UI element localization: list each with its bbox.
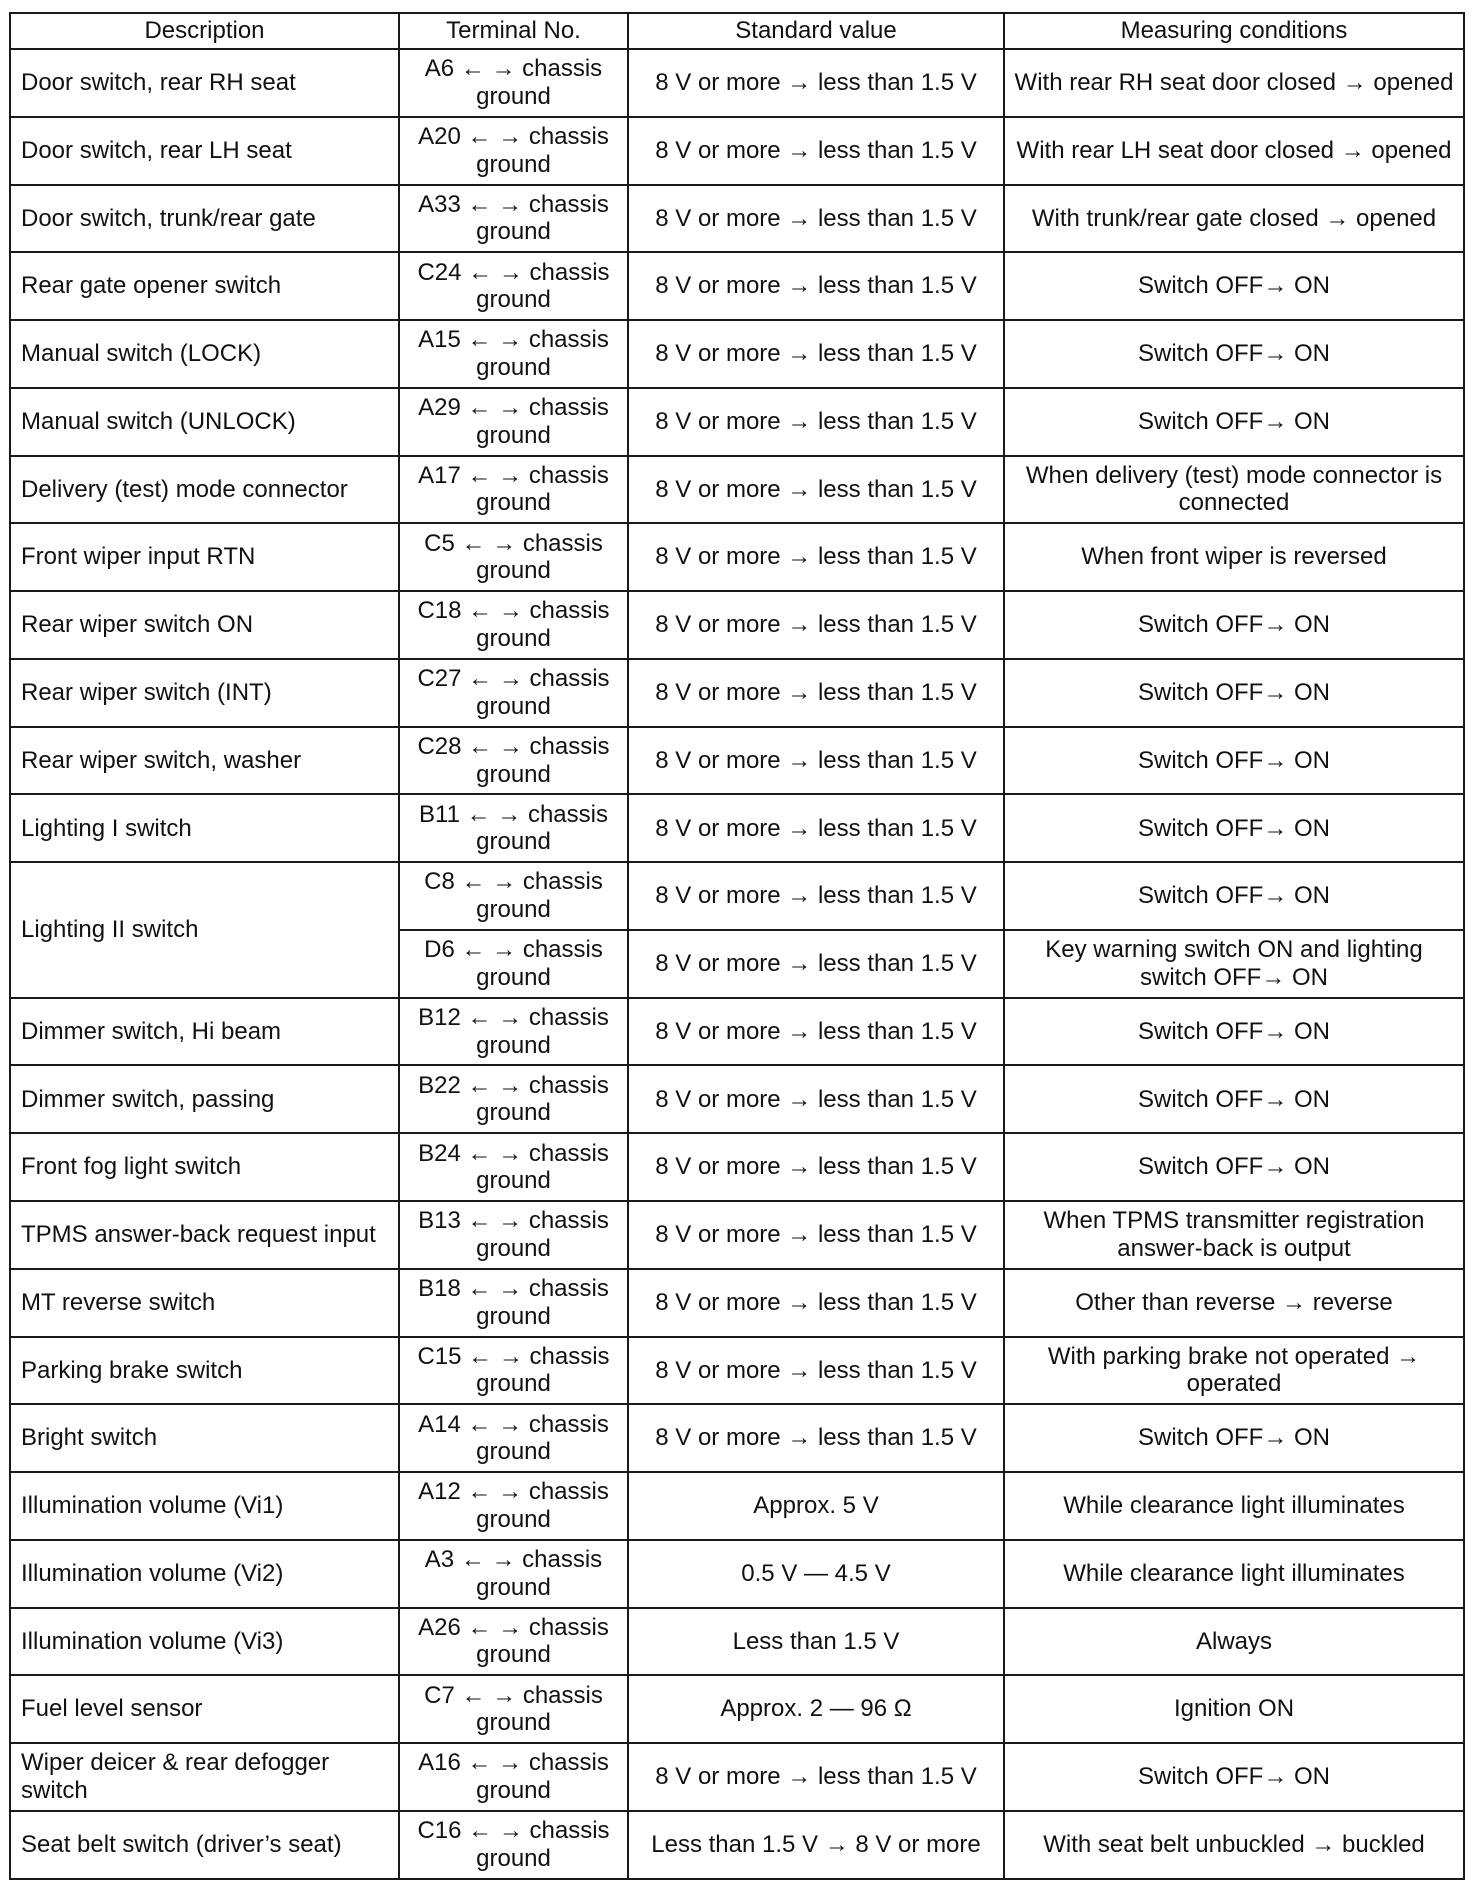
terminal-cell: C5 ← → chassis ground	[399, 523, 628, 591]
standard-value-cell: 8 V or more → less than 1.5 V	[628, 862, 1004, 930]
description-cell: Door switch, trunk/rear gate	[10, 185, 399, 253]
terminal-cell: C24 ← → chassis ground	[399, 252, 628, 320]
measuring-condition-cell: Switch OFF→ ON	[1004, 1133, 1464, 1201]
description-cell: Fuel level sensor	[10, 1675, 399, 1743]
measuring-condition-cell: When delivery (test) mode connector is connected	[1004, 456, 1464, 524]
description-cell: Front fog light switch	[10, 1133, 399, 1201]
description-cell: Illumination volume (Vi2)	[10, 1540, 399, 1608]
description-cell: TPMS answer-back request input	[10, 1201, 399, 1269]
table-row	[10, 117, 1464, 185]
terminal-cell: A14 ← → chassis ground	[399, 1404, 628, 1472]
description-cell: Wiper deicer & rear defogger switch	[10, 1743, 399, 1811]
description-cell: Rear gate opener switch	[10, 252, 399, 320]
measuring-condition-cell: Switch OFF→ ON	[1004, 794, 1464, 862]
measuring-condition-cell: With rear RH seat door closed → opened	[1004, 49, 1464, 117]
standard-value-cell: 8 V or more → less than 1.5 V	[628, 591, 1004, 659]
standard-value-cell: 8 V or more → less than 1.5 V	[628, 1743, 1004, 1811]
description-cell: Illumination volume (Vi3)	[10, 1608, 399, 1676]
measuring-condition-cell: When TPMS transmitter registration answer-back is output	[1004, 1201, 1464, 1269]
table-body	[10, 49, 1464, 1879]
header-measuring-conditions: Measuring conditions	[1004, 13, 1464, 49]
terminal-cell: A12 ← → chassis ground	[399, 1472, 628, 1540]
terminal-spec-sheet	[9, 12, 1463, 1880]
table-row	[10, 998, 1464, 1066]
standard-value-cell: Less than 1.5 V	[628, 1608, 1004, 1676]
description-cell: Lighting II switch	[10, 862, 399, 998]
terminal-cell: C7 ← → chassis ground	[399, 1675, 628, 1743]
terminal-cell: B18 ← → chassis ground	[399, 1269, 628, 1337]
standard-value-cell: 8 V or more → less than 1.5 V	[628, 117, 1004, 185]
standard-value-cell: 8 V or more → less than 1.5 V	[628, 930, 1004, 998]
measuring-condition-cell: Ignition ON	[1004, 1675, 1464, 1743]
table-header	[10, 13, 1464, 49]
description-cell: Door switch, rear LH seat	[10, 117, 399, 185]
table-row	[10, 185, 1464, 253]
table-row	[10, 1201, 1464, 1269]
description-cell: Dimmer switch, passing	[10, 1065, 399, 1133]
terminal-cell: B22 ← → chassis ground	[399, 1065, 628, 1133]
standard-value-cell: 8 V or more → less than 1.5 V	[628, 1065, 1004, 1133]
terminal-cell: A33 ← → chassis ground	[399, 185, 628, 253]
standard-value-cell: 8 V or more → less than 1.5 V	[628, 1404, 1004, 1472]
measuring-condition-cell: Switch OFF→ ON	[1004, 1404, 1464, 1472]
measuring-condition-cell: With seat belt unbuckled → buckled	[1004, 1811, 1464, 1879]
measuring-condition-cell: With rear LH seat door closed → opened	[1004, 117, 1464, 185]
table-row	[10, 456, 1464, 524]
standard-value-cell: 8 V or more → less than 1.5 V	[628, 1269, 1004, 1337]
measuring-condition-cell: While clearance light illuminates	[1004, 1540, 1464, 1608]
standard-value-cell: 8 V or more → less than 1.5 V	[628, 523, 1004, 591]
description-cell: Lighting I switch	[10, 794, 399, 862]
description-cell: Seat belt switch (driver’s seat)	[10, 1811, 399, 1879]
terminal-cell: A16 ← → chassis ground	[399, 1743, 628, 1811]
table-row	[10, 388, 1464, 456]
description-cell: Manual switch (UNLOCK)	[10, 388, 399, 456]
standard-value-cell: 8 V or more → less than 1.5 V	[628, 49, 1004, 117]
terminal-spec-table	[9, 12, 1465, 1880]
description-cell: Rear wiper switch ON	[10, 591, 399, 659]
terminal-cell: A3 ← → chassis ground	[399, 1540, 628, 1608]
measuring-condition-cell: Switch OFF→ ON	[1004, 388, 1464, 456]
terminal-cell: B13 ← → chassis ground	[399, 1201, 628, 1269]
table-row	[10, 794, 1464, 862]
table-row	[10, 1743, 1464, 1811]
description-cell: Bright switch	[10, 1404, 399, 1472]
measuring-condition-cell: Switch OFF→ ON	[1004, 1065, 1464, 1133]
header-description: Description	[10, 13, 399, 49]
terminal-cell: D6 ← → chassis ground	[399, 930, 628, 998]
header-row	[10, 13, 1464, 49]
description-cell: Dimmer switch, Hi beam	[10, 998, 399, 1066]
terminal-cell: A6 ← → chassis ground	[399, 49, 628, 117]
description-cell: Front wiper input RTN	[10, 523, 399, 591]
standard-value-cell: 8 V or more → less than 1.5 V	[628, 727, 1004, 795]
measuring-condition-cell: Switch OFF→ ON	[1004, 659, 1464, 727]
table-row	[10, 523, 1464, 591]
terminal-cell: C18 ← → chassis ground	[399, 591, 628, 659]
standard-value-cell: 8 V or more → less than 1.5 V	[628, 388, 1004, 456]
terminal-cell: B11 ← → chassis ground	[399, 794, 628, 862]
description-cell: Rear wiper switch, washer	[10, 727, 399, 795]
measuring-condition-cell: Switch OFF→ ON	[1004, 591, 1464, 659]
standard-value-cell: 8 V or more → less than 1.5 V	[628, 1201, 1004, 1269]
description-cell: Delivery (test) mode connector	[10, 456, 399, 524]
table-row	[10, 591, 1464, 659]
terminal-cell: A20 ← → chassis ground	[399, 117, 628, 185]
measuring-condition-cell: Always	[1004, 1608, 1464, 1676]
standard-value-cell: Approx. 5 V	[628, 1472, 1004, 1540]
standard-value-cell: 8 V or more → less than 1.5 V	[628, 1133, 1004, 1201]
measuring-condition-cell: With trunk/rear gate closed → opened	[1004, 185, 1464, 253]
table-row	[10, 659, 1464, 727]
terminal-cell: A29 ← → chassis ground	[399, 388, 628, 456]
measuring-condition-cell: Other than reverse → reverse	[1004, 1269, 1464, 1337]
terminal-cell: A15 ← → chassis ground	[399, 320, 628, 388]
standard-value-cell: 8 V or more → less than 1.5 V	[628, 320, 1004, 388]
terminal-cell: C27 ← → chassis ground	[399, 659, 628, 727]
measuring-condition-cell: Switch OFF→ ON	[1004, 1743, 1464, 1811]
measuring-condition-cell: Switch OFF→ ON	[1004, 998, 1464, 1066]
table-row	[10, 862, 1464, 930]
standard-value-cell: 0.5 V — 4.5 V	[628, 1540, 1004, 1608]
terminal-cell: C8 ← → chassis ground	[399, 862, 628, 930]
table-row	[10, 1472, 1464, 1540]
standard-value-cell: 8 V or more → less than 1.5 V	[628, 456, 1004, 524]
description-cell: Rear wiper switch (INT)	[10, 659, 399, 727]
measuring-condition-cell: Switch OFF→ ON	[1004, 862, 1464, 930]
table-row	[10, 1404, 1464, 1472]
measuring-condition-cell: Switch OFF→ ON	[1004, 320, 1464, 388]
header-terminal-no: Terminal No.	[399, 13, 628, 49]
standard-value-cell: 8 V or more → less than 1.5 V	[628, 794, 1004, 862]
table-row	[10, 320, 1464, 388]
table-row	[10, 1133, 1464, 1201]
description-cell: Parking brake switch	[10, 1337, 399, 1405]
description-cell: Manual switch (LOCK)	[10, 320, 399, 388]
terminal-cell: C15 ← → chassis ground	[399, 1337, 628, 1405]
terminal-cell: C16 ← → chassis ground	[399, 1811, 628, 1879]
table-row	[10, 1540, 1464, 1608]
table-row	[10, 1608, 1464, 1676]
description-cell: MT reverse switch	[10, 1269, 399, 1337]
table-row	[10, 1269, 1464, 1337]
measuring-condition-cell: When front wiper is reversed	[1004, 523, 1464, 591]
measuring-condition-cell: Switch OFF→ ON	[1004, 727, 1464, 795]
table-row	[10, 252, 1464, 320]
standard-value-cell: 8 V or more → less than 1.5 V	[628, 252, 1004, 320]
terminal-cell: B24 ← → chassis ground	[399, 1133, 628, 1201]
standard-value-cell: Approx. 2 — 96 Ω	[628, 1675, 1004, 1743]
table-row	[10, 1337, 1464, 1405]
standard-value-cell: 8 V or more → less than 1.5 V	[628, 998, 1004, 1066]
measuring-condition-cell: Key warning switch ON and lighting switch OFF→ ON	[1004, 930, 1464, 998]
table-row	[10, 1811, 1464, 1879]
measuring-condition-cell: With parking brake not operated → operated	[1004, 1337, 1464, 1405]
measuring-condition-cell: While clearance light illuminates	[1004, 1472, 1464, 1540]
standard-value-cell: 8 V or more → less than 1.5 V	[628, 1337, 1004, 1405]
standard-value-cell: Less than 1.5 V → 8 V or more	[628, 1811, 1004, 1879]
header-standard-value: Standard value	[628, 13, 1004, 49]
standard-value-cell: 8 V or more → less than 1.5 V	[628, 659, 1004, 727]
terminal-cell: C28 ← → chassis ground	[399, 727, 628, 795]
standard-value-cell: 8 V or more → less than 1.5 V	[628, 185, 1004, 253]
measuring-condition-cell: Switch OFF→ ON	[1004, 252, 1464, 320]
table-row	[10, 1065, 1464, 1133]
table-row	[10, 49, 1464, 117]
terminal-cell: A26 ← → chassis ground	[399, 1608, 628, 1676]
description-cell: Illumination volume (Vi1)	[10, 1472, 399, 1540]
description-cell: Door switch, rear RH seat	[10, 49, 399, 117]
terminal-cell: B12 ← → chassis ground	[399, 998, 628, 1066]
table-row	[10, 1675, 1464, 1743]
table-row	[10, 727, 1464, 795]
terminal-cell: A17 ← → chassis ground	[399, 456, 628, 524]
